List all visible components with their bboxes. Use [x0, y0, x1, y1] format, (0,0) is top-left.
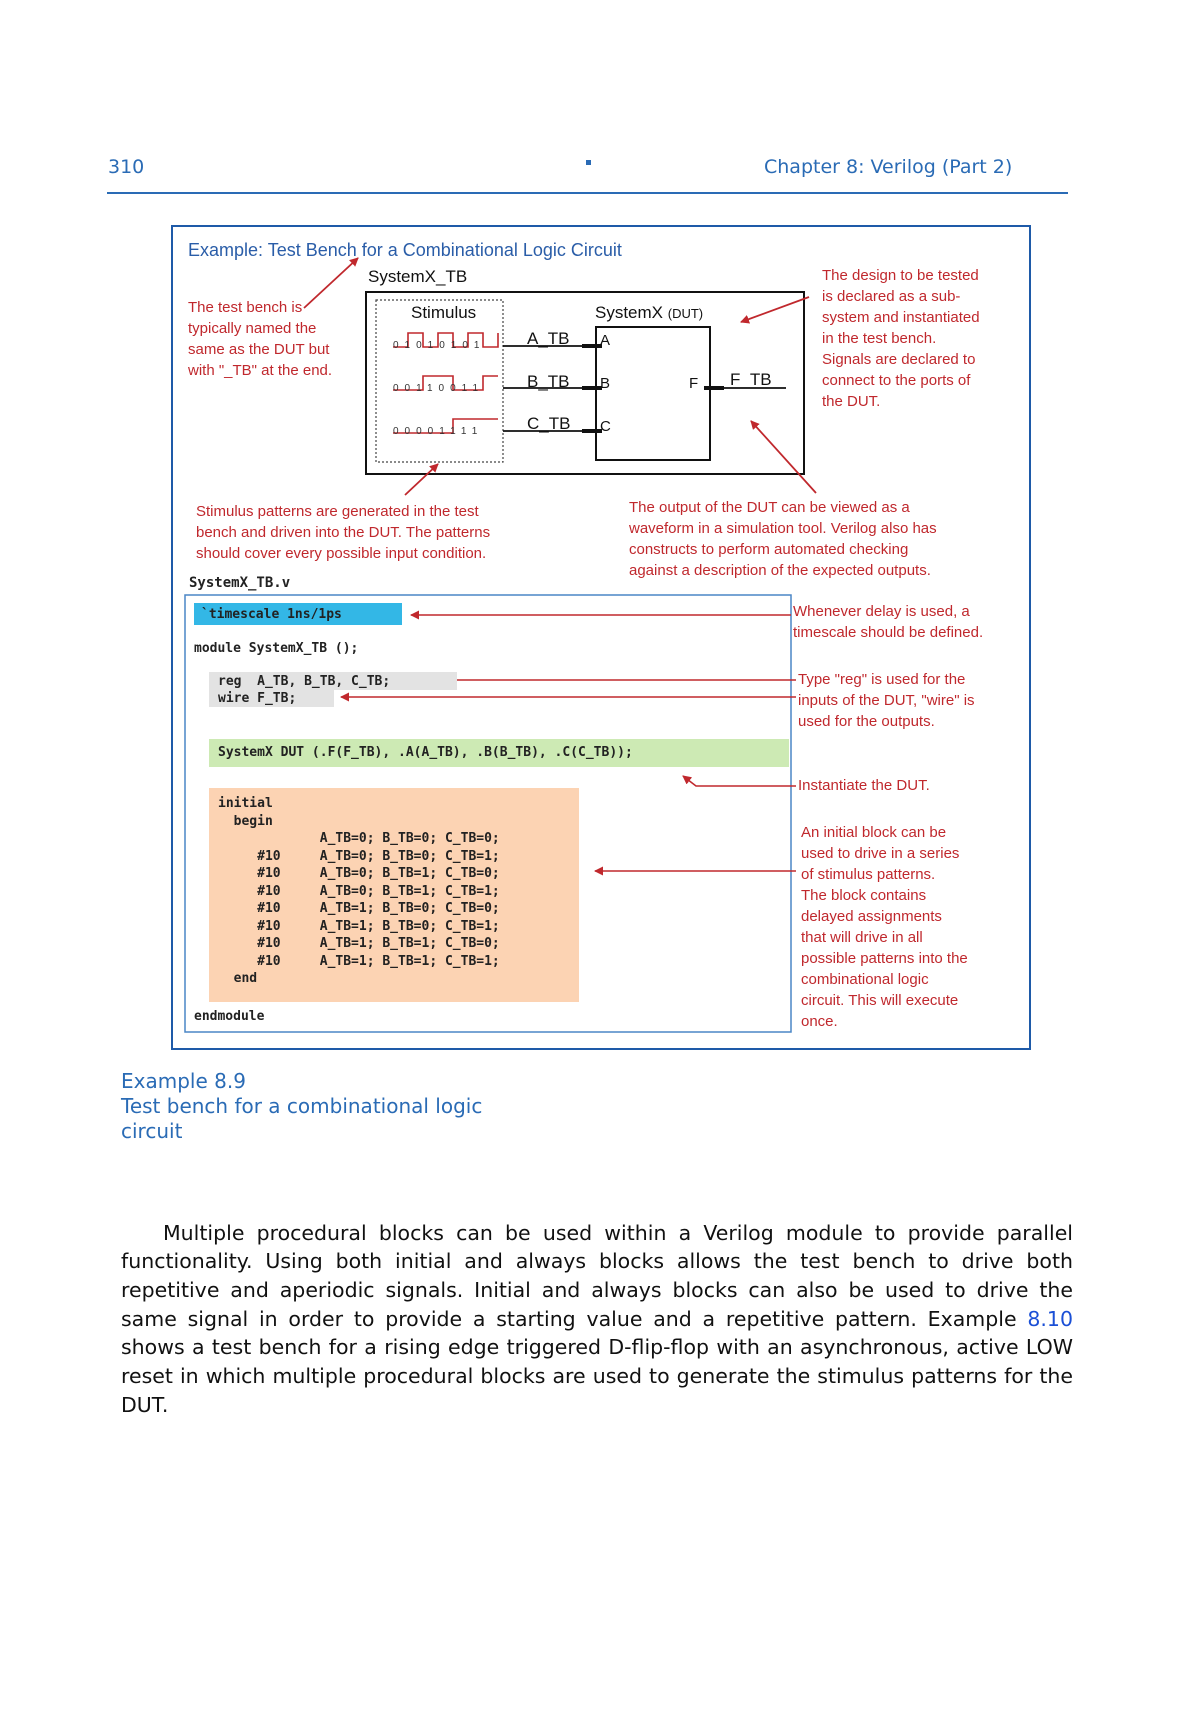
note-line: system and instantiated: [822, 309, 980, 326]
note-line: delayed assignments: [801, 908, 942, 925]
note-line: combinational logic: [801, 971, 929, 988]
note-line: The block contains: [801, 887, 927, 904]
dut-name: SystemX: [595, 303, 664, 322]
note-reg-wire: [798, 669, 975, 732]
note-line: is declared as a sub-: [822, 288, 961, 305]
note-line: inputs of the DUT, "wire" is: [798, 692, 975, 709]
note-line: possible patterns into the: [801, 950, 968, 967]
note-line: Type "reg" is used for the: [798, 671, 966, 688]
code-instance-line: SystemX DUT (.F(F_TB), .A(A_TB), .B(B_TB), .C(C_TB));: [218, 745, 633, 760]
note-line: connect to the ports of: [822, 372, 971, 389]
note-line: Stimulus patterns are generated in the test: [196, 503, 479, 520]
note-output: [629, 497, 937, 581]
code-reg-line: reg A_TB, B_TB, C_TB;: [218, 674, 391, 689]
dut-box: [596, 327, 710, 460]
note-line: bench and driven into the DUT. The patterns: [196, 524, 491, 541]
label-a-tb: A_TB: [527, 329, 570, 348]
tb-module-label: SystemX_TB: [368, 267, 468, 286]
figure-caption-label: Example 8.9: [121, 1069, 246, 1093]
port-f: F: [689, 375, 699, 392]
port-c: C: [600, 418, 611, 435]
note-line: circuit. This will execute: [801, 992, 959, 1009]
example-figure: [171, 225, 1031, 1050]
figure-title: Example: Test Bench for a Combinational Logic Circuit: [188, 240, 622, 260]
dut-suffix: (DUT): [667, 306, 704, 321]
code-endmodule: endmodule: [194, 1009, 265, 1024]
figure-caption-line2: circuit: [121, 1119, 183, 1143]
note-line: Instantiate the DUT.: [798, 777, 930, 794]
waveform-b-bits: 00110011: [393, 383, 485, 394]
note-line: The test bench is: [188, 299, 303, 316]
chapter-title: Chapter 8: Verilog (Part 2): [764, 156, 1013, 178]
note-tb-name: [188, 297, 332, 381]
note-line: of stimulus patterns.: [801, 866, 936, 883]
note-line: once.: [801, 1013, 838, 1030]
port-b: B: [600, 375, 611, 392]
file-label: SystemX_TB.v: [189, 575, 291, 591]
page-number: 310: [108, 156, 145, 178]
dut-label: [595, 303, 703, 323]
note-timescale: [793, 601, 983, 643]
note-line: in the test bench.: [822, 330, 937, 347]
note-initial-block: [801, 822, 968, 1032]
note-line: The design to be tested: [822, 267, 979, 284]
note-line: typically named the: [188, 320, 317, 337]
note-line: that will drive in all: [801, 929, 923, 946]
label-f-tb: F_TB: [730, 370, 772, 389]
stimulus-label: Stimulus: [411, 303, 477, 322]
stimulus-box: [376, 300, 503, 462]
note-line: Signals are declared to: [822, 351, 976, 368]
header-rule: [107, 192, 1068, 194]
note-design: [822, 265, 980, 412]
note-line: used to drive in a series: [801, 845, 960, 862]
label-b-tb: B_TB: [527, 372, 570, 391]
note-line: waveform in a simulation tool. Verilog also has: [629, 520, 937, 537]
code-timescale: `timescale 1ns/1ps: [201, 607, 342, 622]
arrow-output: [751, 421, 816, 493]
note-line: used for the outputs.: [798, 713, 935, 730]
example-ref-link[interactable]: 8.10: [1027, 1306, 1073, 1331]
waveform-c-bits: 00001111: [393, 426, 484, 437]
figure-caption-line1: Test bench for a combinational logic: [121, 1094, 483, 1118]
body-text-start: Multiple procedural blocks can be used within a Verilog module to provide parallel functionality. Using both initial and always blocks allows the test bench to drive both repetitive and aperiodic signals. Initial and always blocks can also be used to drive the same signal in order to provide a starting value and a repetitive pattern. Example: [121, 1220, 1073, 1331]
note-line: An initial block can be: [801, 824, 947, 841]
note-line: constructs to perform automated checking: [629, 541, 909, 558]
note-line: with "_TB" at the end.: [188, 362, 333, 379]
waveform-a-bits: 01010101: [393, 340, 486, 351]
note-line: against a description of the expected outputs.: [629, 562, 931, 579]
body-paragraph: [121, 1219, 1073, 1420]
header-separator-dot: [586, 160, 591, 165]
note-stimulus: [196, 501, 490, 564]
note-line: Whenever delay is used, a: [793, 603, 970, 620]
body-text-end: shows a test bench for a rising edge triggered D-flip-flop with an asynchronous, active LOW reset in which multiple procedural blocks are used to generate the stimulus patterns for the DUT.: [121, 1335, 1073, 1417]
note-line: the DUT.: [822, 393, 881, 410]
code-wire-line: wire F_TB;: [218, 691, 297, 706]
port-a: A: [600, 332, 611, 349]
note-line: same as the DUT but: [188, 341, 330, 358]
arrow-instantiate: [683, 776, 796, 786]
label-c-tb: C_TB: [527, 414, 571, 433]
code-module-line: module SystemX_TB ();: [194, 641, 359, 656]
note-instantiate: [798, 775, 930, 796]
note-line: timescale should be defined.: [793, 624, 984, 641]
code-initial-block: initial begin A_TB=0; B_TB=0; C_TB=0; #10 A_TB=0; B_TB=0; C_TB=1; #10 A_TB=0; B_TB=1; C_TB=0; #10 A_TB=0; B_TB=1; C_TB=1; #10 A_TB=1; B_TB=0; C_TB=0; #10 A_TB=1; B_TB=0; C_TB=1; #10 A_TB=1; B_TB=1; C_TB=0; #10 A_TB=1; B_TB=1; C_TB=1; end: [218, 796, 500, 986]
note-line: should cover every possible input condition.: [196, 545, 487, 562]
arrow-stimulus: [405, 464, 438, 495]
arrow-design: [741, 297, 809, 322]
note-line: The output of the DUT can be viewed as a: [629, 499, 910, 516]
